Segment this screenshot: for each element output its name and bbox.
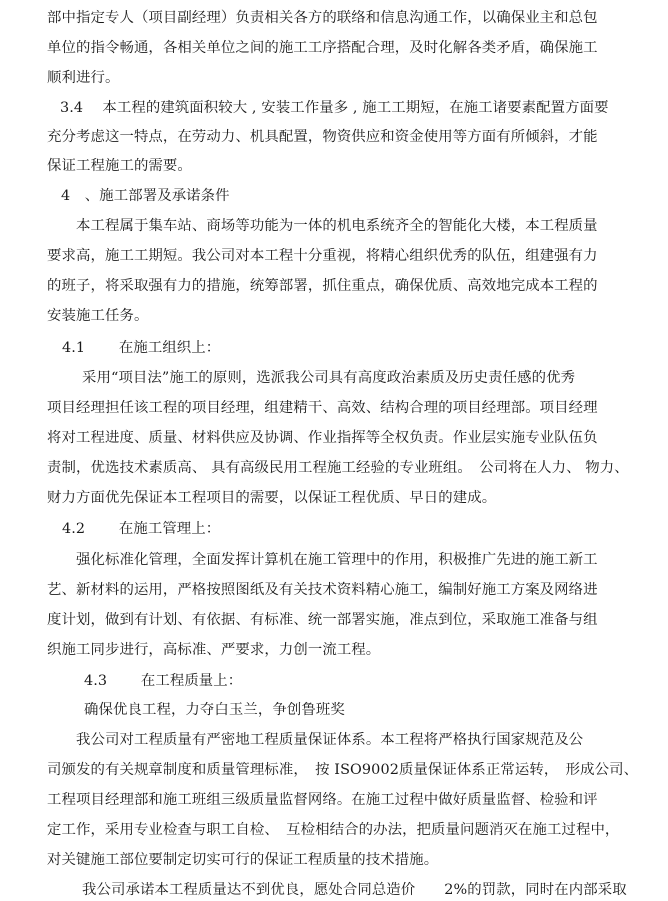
text-line: 项目经理担任该工程的项目经理，组建精干、高效、结构合理的项目经理部。项目经理 xyxy=(47,400,598,416)
text-line: 我公司对工程质量有严密地工程质量保证体系。本工程将严格执行国家规范及公 xyxy=(76,732,584,748)
text-line: 强化标准化管理，全面发挥计算机在施工管理中的作用，积极推广先进的施工新工 xyxy=(76,552,598,568)
section-heading-3-4: 3.4 本工程的建筑面积较大 , 安装工作量多 , 施工工期短，在施工诸要素配置方面要 xyxy=(60,100,609,116)
text-line: 将对工程进度、质量、材料供应及协调、作业指挥等全权负责。作业层实施专业队伍负 xyxy=(47,430,598,446)
text-line: 工程项目经理部和施工班组三级质量监督网络。在施工过程中做好质量监督、检验和评 xyxy=(47,792,598,808)
text-line: 艺、新材料的运用，严格按照图纸及有关技术资料精心施工，编制好施工方案及网络进 xyxy=(47,582,598,598)
text-line: 部中指定专人（项目副经理）负责相关各方的联络和信息沟通工作，以确保业主和总包 xyxy=(47,10,598,26)
text-line: 确保优良工程，力夺白玉兰，争创鲁班奖 xyxy=(84,702,345,718)
text-line: 单位的指令畅通，各相关单位之间的施工工序搭配合理，及时化解各类矛盾，确保施工 xyxy=(47,40,598,56)
text-line: 我公司承诺本工程质量达不到优良，愿处合同总造价 2%的罚款，同时在内部采取 xyxy=(82,882,627,898)
section-heading-4: 4 、施工部署及承诺条件 xyxy=(61,188,230,204)
text-line: 顺利进行。 xyxy=(47,70,120,86)
text-line: 采用“项目法”施工的原则，选派我公司具有高度政治素质及历史责任感的优秀 xyxy=(82,370,576,386)
text-line: 本工程属于集车站、商场等功能为一体的机电系统齐全的智能化大楼，本工程质量 xyxy=(76,218,598,234)
text-line: 对关键施工部位要制定切实可行的保证工程质量的技术措施。 xyxy=(47,852,439,868)
text-line: 保证工程施工的需要。 xyxy=(47,158,192,174)
text-line: 的班子，将采取强有力的措施，统筹部署，抓住重点，确保优质、高效地完成本工程的 xyxy=(47,278,598,294)
text-line: 度计划，做到有计划、有依据、有标准、统一部署实施，准点到位，采取施工准备与组 xyxy=(47,612,598,628)
text-line: 织施工同步进行，高标准、严要求，力创一流工程。 xyxy=(47,642,381,658)
text-line: 财力方面优先保证本工程项目的需要，以保证工程优质、早日的建成。 xyxy=(47,490,497,506)
text-line: 责制，优选技术素质高、 具有高级民用工程施工经验的专业班组。 公司将在人力、 物力、 xyxy=(47,460,629,476)
section-heading-4-2: 4.2 在施工管理上： xyxy=(62,521,221,537)
text-line: 定工作，采用专业检查与职工自检、 互检相结合的办法，把质量问题消灭在施工过程中， xyxy=(47,822,620,838)
text-line: 安装施工任务。 xyxy=(47,308,149,324)
text-line: 充分考虑这一特点，在劳动力、机具配置，物资供应和资金使用等方面有所倾斜，才能 xyxy=(47,129,598,145)
text-line: 要求高，施工工期短。我公司对本工程十分重视，将精心组织优秀的队伍，组建强有力 xyxy=(47,248,598,264)
section-heading-4-3: 4.3 在工程质量上： xyxy=(84,673,243,689)
section-heading-4-1: 4.1 在施工组织上： xyxy=(62,340,221,356)
text-line: 司颁发的有关规章制度和质量管理标准， 按 ISO9002质量保证体系正常运转， 形成公司、 xyxy=(47,762,639,778)
